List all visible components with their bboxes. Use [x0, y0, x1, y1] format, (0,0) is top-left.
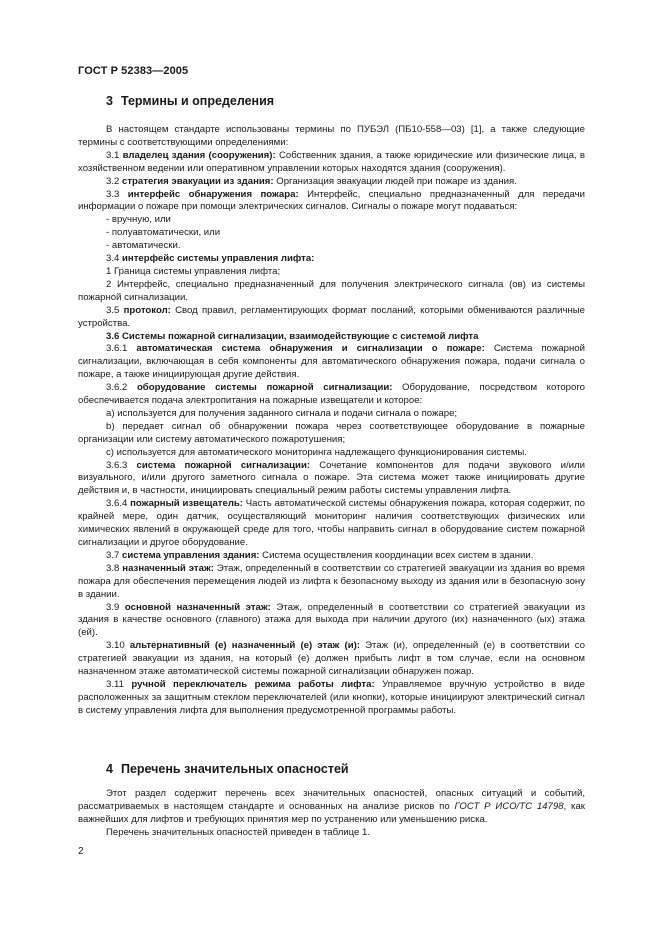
definition-paragraph	[78, 382, 585, 408]
list-item	[78, 214, 585, 227]
text-run: Часть автоматической системы обнаружения пожара, которая содержит, по крайней мере, один датчик, осуществляющий мониторинг наличия соответствующих физических или химических явлений в окружающей среде для того, чтобы направить сигнал в оборудование систем пожарной сигнализации и другое оборудование.	[78, 498, 585, 548]
term: автоматическая система обнаружения и сигнализации о пожаре:	[136, 343, 485, 355]
list-item	[78, 240, 585, 253]
term: интерфейс обнаружения пожара:	[127, 188, 299, 200]
standard-header: ГОСТ Р 52383—2005	[78, 65, 189, 77]
text-run: 3.6.2	[106, 382, 137, 394]
section-4-body	[78, 788, 585, 840]
text-run: Сочетание компонентов для подачи звукового и/или визуального, и/или другого заметного сигнала о пожаре. Эта система может также инициировать другие действия и, в частности, инициировать специальный режим работы системы управления лифта.	[78, 459, 585, 497]
definition-paragraph	[78, 331, 585, 344]
text-run: Управляемое вручную устройство в виде расположенных за защитным стеклом переключателей (или кнопки), которые инициируют электрический сигнал в систему управления лифта для выполнения предусмотренной программы работы.	[78, 678, 585, 716]
list-item	[78, 227, 585, 240]
text-run: 1 Граница системы управления лифта;	[106, 265, 281, 277]
section-4-number: 4	[106, 762, 113, 776]
section-3-title: Термины и определения	[120, 94, 275, 108]
section-4-paragraph	[78, 788, 585, 827]
term: ручной переключатель режима работы лифта:	[131, 678, 375, 690]
term: 3.6 Системы пожарной сигнализации, взаимодействующие с системой лифта	[106, 330, 479, 342]
text-run: 3.3	[106, 188, 128, 200]
definition-paragraph	[78, 253, 585, 266]
text-run: Оборудование, посредством которого обеспечивается подача электропитания на пожарные извещатели и которое:	[78, 382, 585, 407]
text-run: Система пожарной сигнализации, включающая в себя компоненты для автоматического обнаружения пожара, подачи сигнала о пожаре, а также инициирующая другие действия.	[78, 343, 585, 381]
text-run: 3.7	[106, 549, 123, 561]
text-run: 3.4	[106, 253, 123, 265]
term: альтернативный (е) назначенный (е) этаж (и):	[129, 640, 360, 652]
term: назначенный этаж:	[122, 562, 214, 574]
term: оборудование системы пожарной сигнализации:	[136, 382, 393, 394]
text-run: Интерфейс, специально предназначенный для передачи информации о пожаре при помощи электрических сигналов. Сигналы о пожаре могут подаваться:	[78, 188, 585, 213]
text-run: 3.6.4	[106, 498, 131, 510]
text-run: 2 Интерфейс, специально предназначенный для получения электрического сигнала (ов) из системы пожарной сигнализации.	[78, 278, 585, 303]
definition-paragraph	[78, 305, 585, 331]
text-run: Этаж (и), определенный (е) в соответствии со стратегией эвакуации из здания, на который (е) должен прибыть лифт в том случае, если на основном назначенном этаже автоматической системы пожарной сигнализации обнаружен пожар.	[78, 640, 586, 678]
definition-paragraph	[78, 550, 585, 563]
section-3-number: 3	[106, 94, 113, 108]
text-run: - вручную, или	[106, 214, 171, 226]
section-4-paragraph: Перечень значительных опасностей приведен в таблице 1.	[106, 826, 371, 838]
term: протокол:	[123, 304, 171, 316]
page-number: 2	[78, 846, 84, 857]
text-run: 3.2	[106, 175, 123, 187]
definition-paragraph	[78, 408, 585, 421]
section-3-body	[78, 124, 585, 718]
text-run: 3.11	[106, 678, 132, 690]
definition-paragraph	[78, 176, 585, 189]
definition-paragraph	[78, 640, 585, 679]
text-run: 3.6.3	[106, 459, 137, 471]
definition-paragraph	[78, 447, 585, 460]
text-run: Свод правил, регламентирующих формат посланий, которыми обмениваются различные устройства.	[78, 304, 585, 329]
text-run: - автоматически.	[106, 240, 181, 252]
term: интерфейс системы управления лифта:	[122, 253, 315, 265]
term: система пожарной сигнализации:	[136, 459, 311, 471]
term: стратегия эвакуации из здания:	[122, 175, 274, 187]
section-4-title: Перечень значительных опасностей	[120, 762, 349, 776]
text-run: b) передает сигнал об обнаружении пожара через соответствующее оборудование в пожарные организации или систему автоматического пожаротушения;	[78, 420, 585, 445]
definition-paragraph	[78, 498, 585, 550]
text-run: В настоящем стандарте использованы термины по ПУБЭЛ (ПБ10-558—03) [1], а также следующие термины с соответствующими определениями:	[78, 124, 585, 148]
text-run: 3.8	[106, 562, 123, 574]
text-run: Собственник здания, а также юридические или физические лица, в хозяйственном ведении или оперативном управлении которых находятся здания (сооружения).	[78, 149, 585, 174]
definition-paragraph	[78, 679, 585, 718]
term: владелец здания (сооружения):	[122, 149, 276, 161]
definition-paragraph	[78, 563, 585, 602]
text-run: c) используется для автоматического мониторинга надлежащего функционирования системы.	[106, 446, 527, 458]
text-run: , как важнейших для лифтов и требующих принятия мер по устранению или уменьшению риска.	[78, 800, 585, 825]
definition-paragraph	[78, 602, 585, 641]
definition-paragraph	[78, 421, 585, 447]
text-run: Этаж, определенный в соответствии со стратегией эвакуации из здания во время пожара для обеспечения перемещения людей из лифта к безопасному выходу из здания или в безопасную зону в здании.	[78, 562, 585, 600]
section-4-heading	[106, 762, 349, 776]
definition-paragraph	[78, 150, 585, 176]
text-run: 3.5	[106, 304, 124, 316]
term: система управления здания:	[122, 549, 260, 561]
term: пожарный извещатель:	[130, 498, 243, 510]
text-run: Этот раздел содержит перечень всех значительных опасностей, опасных ситуаций и событий, рассматриваемых в настоящем стандарте и основанных на анализе рисков по	[78, 788, 585, 812]
definition-paragraph	[78, 279, 585, 305]
text-run: 3.6.1	[106, 343, 137, 355]
text-run: Организация эвакуации людей при пожаре из здания.	[273, 175, 517, 187]
definition-paragraph	[78, 460, 585, 499]
term: основной назначенный этаж:	[124, 601, 271, 613]
text-run: Этаж, определенный в соответствии со стратегией эвакуации из здания в качестве основного (главного) этажа для выхода при наличии другого (их) назначенного (ых) этажа (ей).	[78, 601, 585, 639]
definition-paragraph	[78, 343, 585, 382]
section-3-heading	[106, 94, 274, 108]
definition-paragraph	[78, 189, 585, 215]
text-run: a) используется для получения заданного сигнала и подачи сигнала о пожаре;	[106, 407, 458, 419]
text-run: 3.9	[106, 601, 125, 613]
text-run: Система осуществления координации всех систем в здании.	[259, 549, 534, 561]
text-run: - полуавтоматически, или	[106, 227, 221, 239]
text-run: 3.10	[106, 640, 130, 652]
text-run: 3.1	[106, 149, 123, 161]
standard-reference: ГОСТ Р ИСО/ТС 14798	[454, 800, 564, 812]
definition-paragraph	[78, 266, 585, 279]
definition-paragraph	[78, 124, 585, 150]
